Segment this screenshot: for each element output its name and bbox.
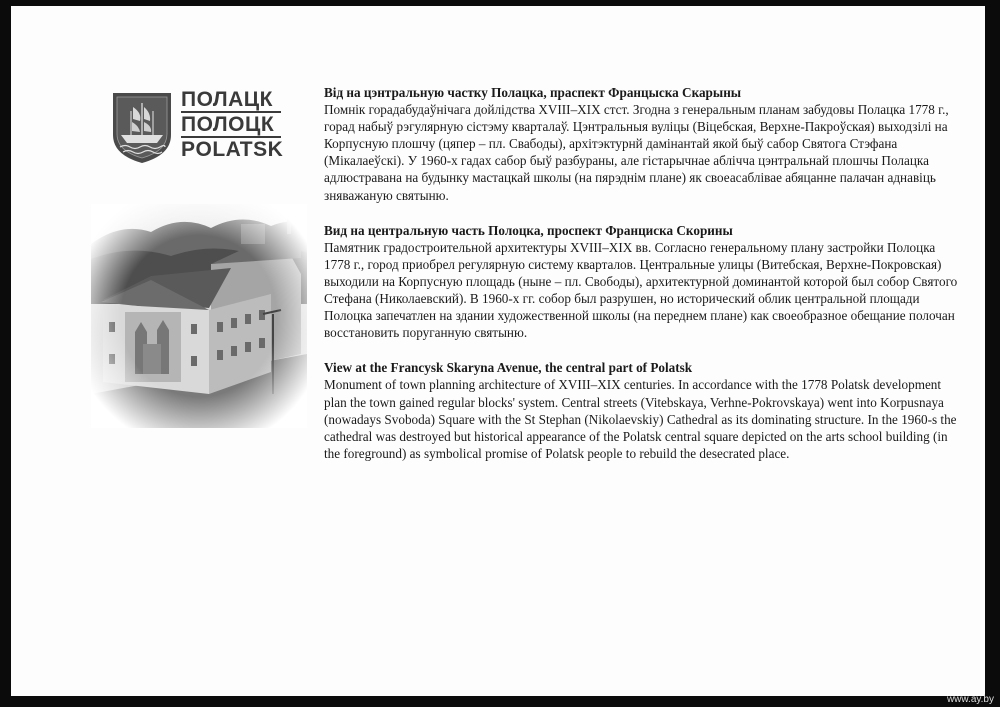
watermark: www.ay.by xyxy=(946,694,994,705)
section-heading: View at the Francysk Skaryna Avenue, the central part of Polatsk xyxy=(324,360,693,376)
section-body: Памятник градостроительной архитектуры XVIII–XIX вв. Согласно генеральному плану застройки Полоцка 1778 г., город приобрел регулярную систему кварталов. Центральные улицы (Витебская, Верхне-Покровская) выходили на Корпусную площадь (ныне – пл. Свободы), архитектурной доминантой которой был собор Святого Стефана (Николаевский). В 1960-х гг. собор был разрушен, но исторический облик центральной площади Полоцка запечатлен на здании художественной школы (на переднем плане) как своеобразное обещание полочан восстановить поруганную святыню. xyxy=(324,239,958,341)
section-body: Помнік горадабудаўнічага дойлідства XVIII–XIX стст. Згодна з генеральным планам забудовы Полацка 1778 г., горад набыў рэгулярную сістэму кварталаў. Цэнтральныя вуліцы (Віцебская, Верхне-Пакроўская) выходзілі на Корпусную плошчу (цяпер – пл. Свабоды), архітэктурнй дамінантай якой быў сабор Святога Стэфана (Мікалаеўскі). У 1960-х гадах сабор быў разбураны, але гістарычнае аблічча цэнтральнай плошчы Полацка адлюстравана на будынку мастацкай школы (на пярэднім плане) як своеасаблівае абяцанне палачан аднавіць зняважаную святыню. xyxy=(324,102,949,203)
photo-avenue-arts-school xyxy=(91,204,307,428)
section-belarusian xyxy=(324,84,964,204)
description-text xyxy=(324,84,964,480)
section-russian xyxy=(324,222,964,342)
city-name-english: POLATSK xyxy=(181,138,284,161)
section-heading: Вид на центральную часть Полоцка, проспект Франциска Скорины xyxy=(324,222,733,238)
city-name-belarusian: ПОЛАЦК xyxy=(181,88,281,113)
section-heading: Від на цэнтральную частку Полацка, праспект Францыска Скарыны xyxy=(324,85,742,100)
section-english xyxy=(324,359,964,462)
city-logo xyxy=(111,88,296,166)
postcard-back xyxy=(11,6,985,696)
section-body: Monument of town planning architecture of XVIII–XIX centuries. In accordance with the 1778 Polatsk development plan the town gained regular blocks' system. Central streets (Vitebskaya, Verhne-Pokrovskaya) went into Korpusnaya (nowadays Svoboda) Square with the St Stephan (Nikolaevskiy) Cathedral as its dominating structure. In the 1960-s the cathedral was destroyed but historical appearance of the Polatsk central square depicted on the arts school building (in the foreground) as symbolical promise of Polatsk people to rebuild the desecrated place. xyxy=(324,377,957,461)
city-name-stack xyxy=(181,88,283,162)
city-name-russian: ПОЛОЦК xyxy=(181,113,281,138)
coat-of-arms-ship-icon xyxy=(111,91,173,165)
